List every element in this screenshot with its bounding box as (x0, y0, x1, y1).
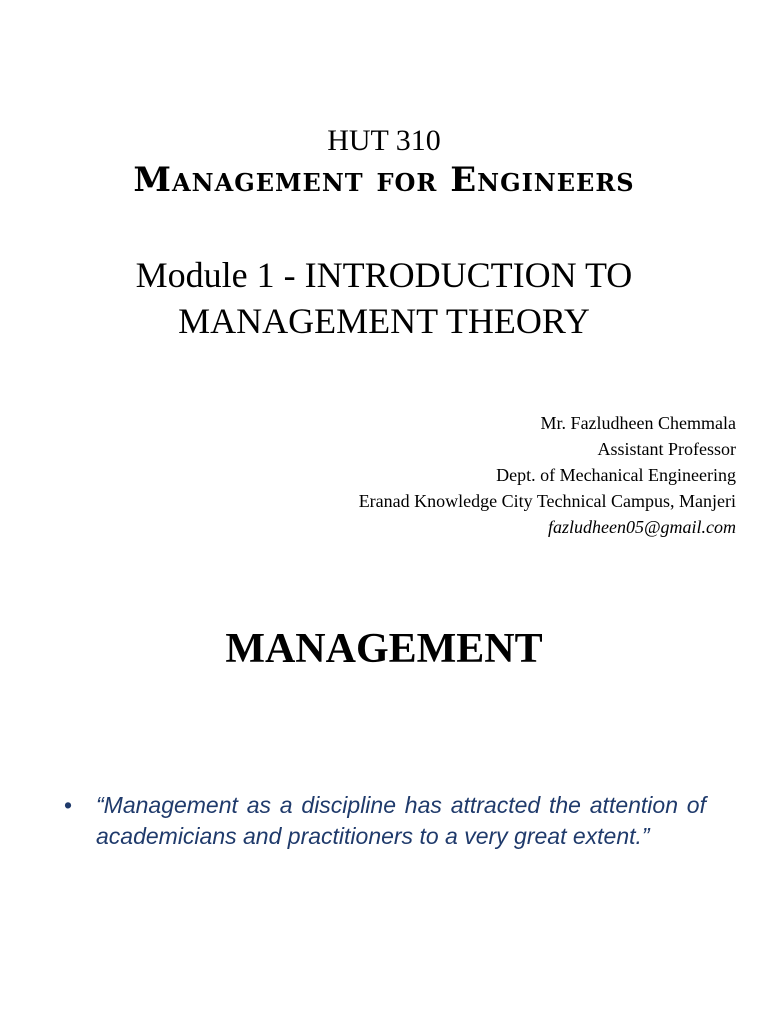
author-name: Mr. Fazludheen Chemmala (540, 413, 736, 433)
module-title-line-2: MANAGEMENT THEORY (178, 301, 590, 341)
module-title (64, 252, 704, 344)
bullet-marker: • (64, 792, 73, 818)
slide-heading: MANAGEMENT (225, 626, 543, 672)
author-institution: Eranad Knowledge City Technical Campus, Manjeri (358, 491, 736, 511)
bullet-text: “Management as a discipline has attracted the attention of academicians and practitioners to a very great extent.” (96, 792, 706, 849)
author-email: fazludheen05@gmail.com (547, 517, 736, 537)
course-title: Management for Engineers (133, 160, 635, 200)
content-slide (0, 576, 768, 1024)
author-designation: Assistant Professor (597, 439, 736, 459)
author-department: Dept. of Mechanical Engineering (496, 465, 736, 485)
author-block (176, 410, 736, 540)
bullet-item (62, 790, 706, 852)
module-title-line-1: Module 1 - INTRODUCTION TO (135, 255, 633, 295)
course-code: HUT 310 (327, 124, 441, 157)
bullet-list (62, 790, 706, 852)
